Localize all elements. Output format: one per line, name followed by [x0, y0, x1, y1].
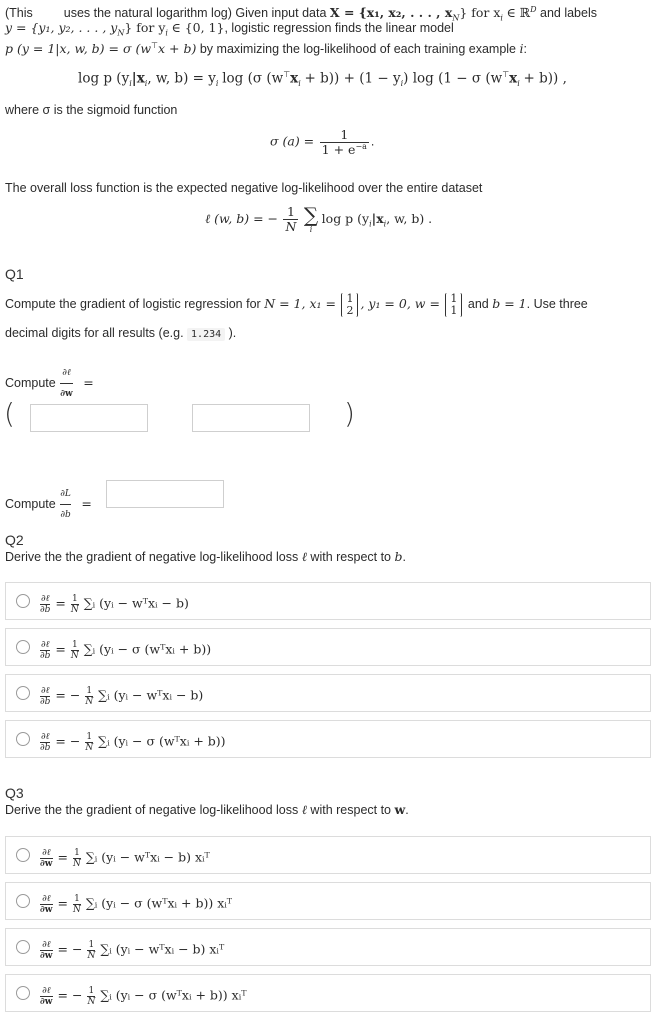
q3-prompt: Derive the the gradient of negative log-likelihood loss ℓ with respect to w. [5, 802, 409, 817]
sigmoid-equation: σ (a) = $\frac{1}{1 + e^{-a}}$ . [270, 127, 375, 157]
q2-option-4[interactable] [5, 720, 651, 758]
q1-title: Q1 [5, 266, 24, 282]
compute-dw-label: Compute ∂ℓ ∂w = [5, 363, 94, 404]
q3-option-2-text: ∂ℓ ∂w = $\frac{1}{N}$ ∑ᵢ (yᵢ − σ (wᵀxᵢ + b)) xᵢᵀ [40, 893, 233, 915]
intro-line-1: (This uses the natural logarithm log) Given input data X = {x₁, x₂, . . . , $x_N$} for $x_i$ ∈ ℝ$^D$ and labels [5, 5, 597, 23]
radio-button[interactable] [16, 940, 30, 954]
x1-vector: 1 2 [341, 293, 358, 317]
intro-line-2: y = {y₁, y₂, . . . , $y_N$} for $y_i$ ∈ {0, 1}, logistic regression finds the linear model [5, 20, 454, 38]
q3-option-3[interactable] [5, 928, 651, 966]
left-paren: ( [4, 397, 15, 430]
q2-option-3-text: ∂ℓ ∂b = − $\frac{1}{N}$ ∑ᵢ (yᵢ − wᵀxᵢ − b) [40, 685, 204, 707]
q1-prompt: Compute the gradient of logistic regression for N = 1, x₁ = 1 2 , y₁ = 0, w = 1 1 and b = 1. Use three [5, 291, 588, 317]
q2-option-4-text: ∂ℓ ∂b = − $\frac{1}{N}$ ∑ᵢ (yᵢ − σ (wᵀxᵢ + b)) [40, 731, 226, 753]
q3-option-1[interactable] [5, 836, 651, 874]
q3-option-1-text: ∂ℓ ∂w = $\frac{1}{N}$ ∑ᵢ (yᵢ − wᵀxᵢ − b) xᵢᵀ [40, 847, 210, 869]
q2-option-1[interactable] [5, 582, 651, 620]
intro-line-3: p (y = 1|x, w, b) = σ (w⊤x + b) by maximizing the log-likelihood of each training example i: [5, 41, 527, 57]
where-sigma-text: where σ is the sigmoid function [5, 103, 178, 117]
radio-button[interactable] [16, 594, 30, 608]
q2-option-2[interactable] [5, 628, 651, 666]
loss-intro-text: The overall loss function is the expected negative log-likelihood over the entire dataset [5, 181, 483, 195]
radio-button[interactable] [16, 686, 30, 700]
compute-db-label: Compute $\frac{\partial L}{\partial b}$ = [5, 484, 92, 525]
q2-prompt: Derive the the gradient of negative log-likelihood loss ℓ with respect to b. [5, 549, 406, 564]
log-likelihood-equation: log p ($y_i|x_i$, w, $b) = y_i$ log (σ $(w^⊤x_i + b)) + (1 - y_i)$ log (1 − σ $(w^⊤x_i + b)$) , [78, 70, 567, 89]
q3-title: Q3 [5, 785, 24, 801]
q2-option-3[interactable] [5, 674, 651, 712]
radio-button[interactable] [16, 640, 30, 654]
w-vector: 1 1 [445, 293, 462, 317]
dw-input-1[interactable] [30, 404, 148, 432]
radio-button[interactable] [16, 986, 30, 1000]
q3-option-2[interactable] [5, 882, 651, 920]
loss-equation: ℓ (w, b) = − $\frac{1}{N}$ ∑ i log p ($y_i|x_i$, w, b) . [205, 203, 433, 234]
q3-option-4[interactable] [5, 974, 651, 1012]
radio-button[interactable] [16, 894, 30, 908]
q2-option-1-text: ∂ℓ ∂b = $\frac{1}{N}$ ∑ᵢ (yᵢ − wᵀxᵢ − b) [40, 593, 189, 615]
q2-option-2-text: ∂ℓ ∂b = $\frac{1}{N}$ ∑ᵢ (yᵢ − σ (wᵀxᵢ + b)) [40, 639, 212, 661]
q2-title: Q2 [5, 532, 24, 548]
q3-option-4-text: ∂ℓ ∂w = − $\frac{1}{N}$ ∑ᵢ (yᵢ − σ (wᵀxᵢ + b)) xᵢᵀ [40, 985, 247, 1007]
q1-prompt-2: decimal digits for all results (e.g. 1.234 ). [5, 326, 237, 340]
right-paren: ) [344, 397, 355, 430]
radio-button[interactable] [16, 848, 30, 862]
radio-button[interactable] [16, 732, 30, 746]
q3-option-3-text: ∂ℓ ∂w = − $\frac{1}{N}$ ∑ᵢ (yᵢ − wᵀxᵢ − b) xᵢᵀ [40, 939, 225, 961]
dw-input-2[interactable] [192, 404, 310, 432]
db-input[interactable] [106, 480, 224, 508]
